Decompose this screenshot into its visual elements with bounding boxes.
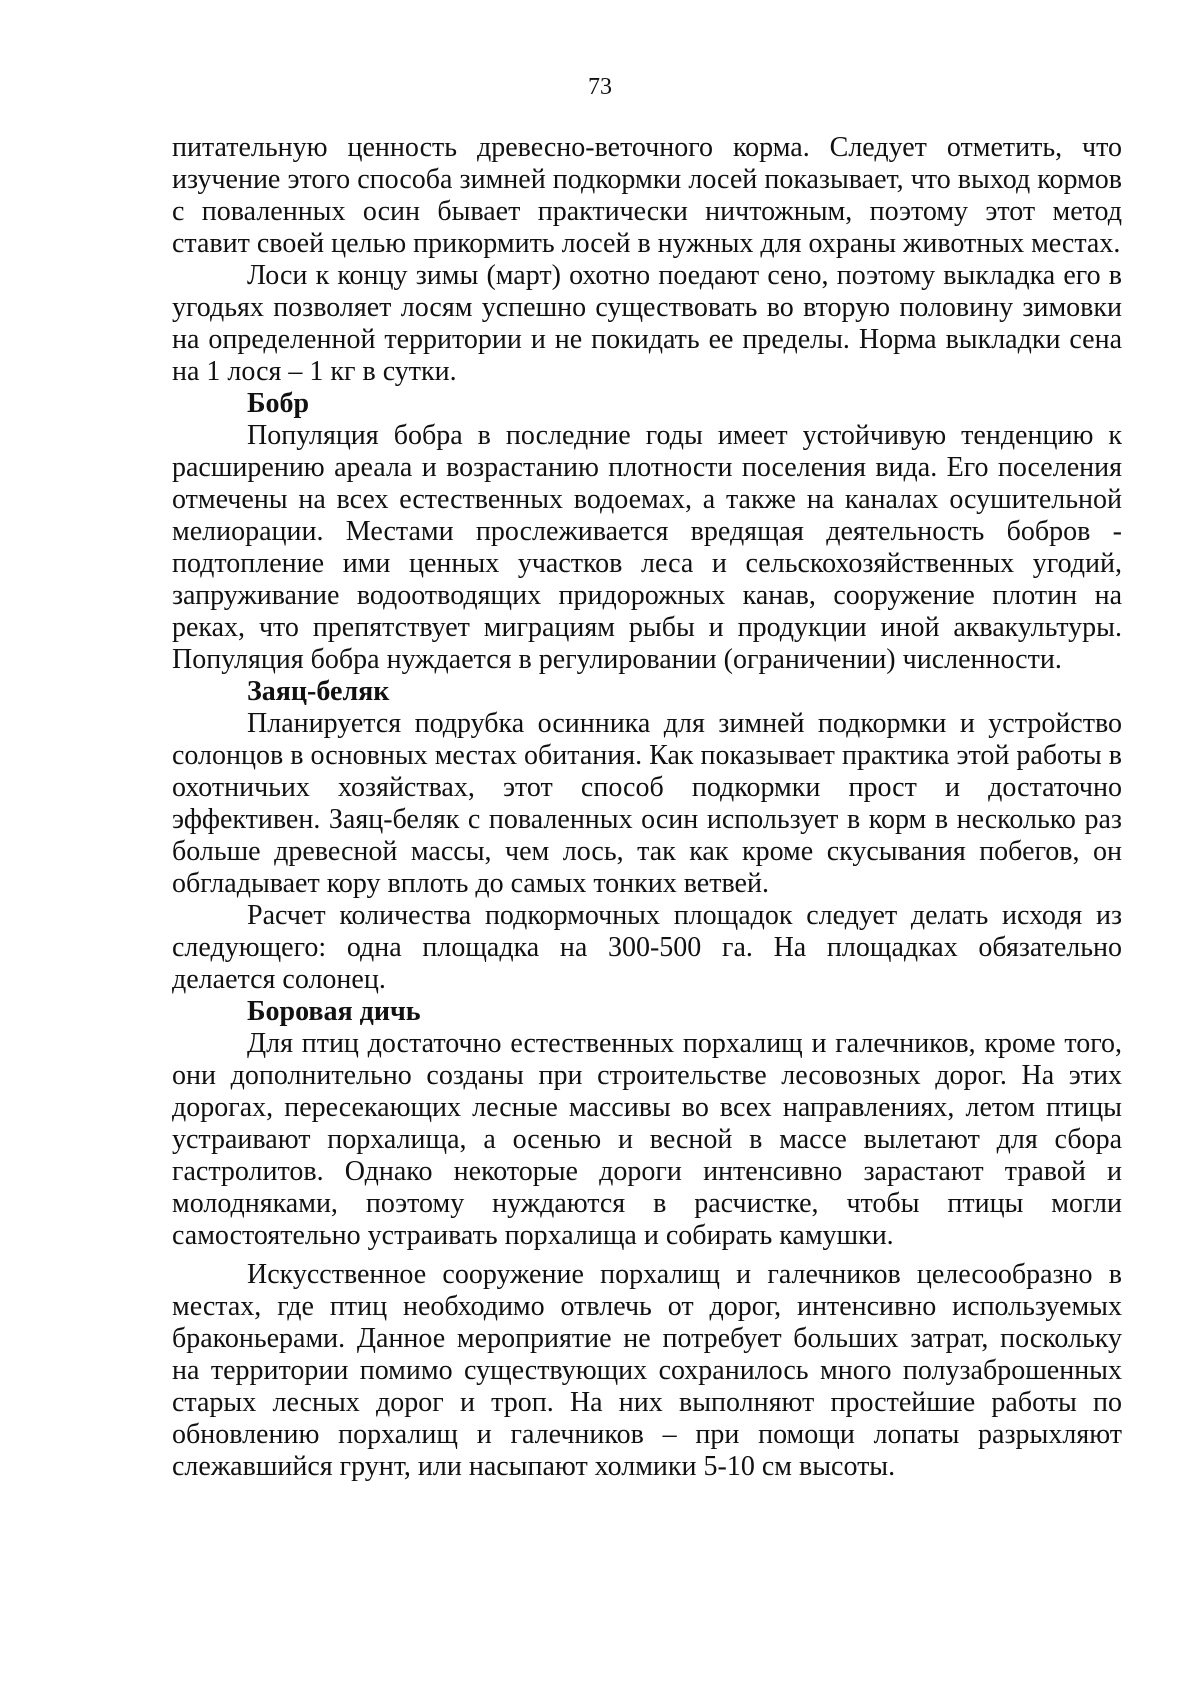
paragraph-moose-hay: Лоси к концу зимы (март) охотно поедают сено, поэтому выкладка его в угодьях позволяет лосям успешно существовать во вторую половину зимовки на определенной территории и не покидать ее пределы. Норма выкладки сена на 1 лося – 1 кг в сутки. xyxy=(172,260,1122,387)
paragraph-moose-feeding-continued: питательную ценность древесно-веточного корма. Следует отметить, что изучение этого способа зимней подкормки лосей показывает, что выход кормов с поваленных осин бывает практически ничтожным, поэтому этот метод ставит своей целью прикормить лосей в нужных для охраны животных местах. xyxy=(172,132,1122,259)
paragraph-game-birds: Для птиц достаточно естественных порхалищ и галечников, кроме того, они дополнительно созданы при строительстве лесовозных дорог. На этих дорогах, пересекающих лесные массивы во всех направлениях, летом птицы устраивают порхалища, а осенью и весной в массе вылетают для сбора гастролитов. Однако некоторые дороги интенсивно зарастают травой и молодняками, поэтому нуждаются в расчистке, чтобы птицы могли самостоятельно устраивать порхалища и собирать камушки. xyxy=(172,1028,1122,1251)
paragraph-feeding-sites: Расчет количества подкормочных площадок следует делать исходя из следующего: одна площадка на 300-500 га. На площадках обязательно делается солонец. xyxy=(172,900,1122,995)
section-heading-beaver: Бобр xyxy=(247,388,310,419)
section-heading-hare: Заяц-беляк xyxy=(247,676,390,707)
paragraph-hare-feeding: Планируется подрубка осинника для зимней подкормки и устройство солонцов в основных местах обитания. Как показывает практика этой работы в охотничьих хозяйствах, этот способ подкормки прост и достаточно эффективен. Заяц-беляк с поваленных осин использует в корм в несколько раз больше древесной массы, чем лось, так как кроме скусывания побегов, он обгладывает кору вплоть до самых тонких ветвей. xyxy=(172,708,1122,899)
paragraph-beaver: Популяция бобра в последние годы имеет устойчивую тенденцию к расширению ареала и возрастанию плотности поселения вида. Его поселения отмечены на всех естественных водоемах, а также на каналах осушительной мелиорации. Местами прослеживается вредящая деятельность бобров - подтопление ими ценных участков леса и сельскохозяйственных угодий, запруживание водоотводящих придорожных канав, сооружение плотин на реках, что препятствует миграциям рыбы и продукции иной аквакультуры. Популяция бобра нуждается в регулировании (ограничении) численности. xyxy=(172,420,1122,675)
section-heading-forest-game: Боровая дичь xyxy=(247,996,421,1027)
page-number: 73 xyxy=(588,74,612,100)
paragraph-artificial-sites: Искусственное сооружение порхалищ и галечников целесообразно в местах, где птиц необходимо отвлечь от дорог, интенсивно используемых браконьерами. Данное мероприятие не потребует больших затрат, поскольку на территории помимо существующих сохранилось много полузаброшенных старых лесных дорог и троп. На них выполняют простейшие работы по обновлению порхалищ и галечников – при помощи лопаты разрыхляют слежавшийся грунт, или насыпают холмики 5-10 см высоты. xyxy=(172,1259,1122,1482)
page-body xyxy=(172,132,1122,1483)
